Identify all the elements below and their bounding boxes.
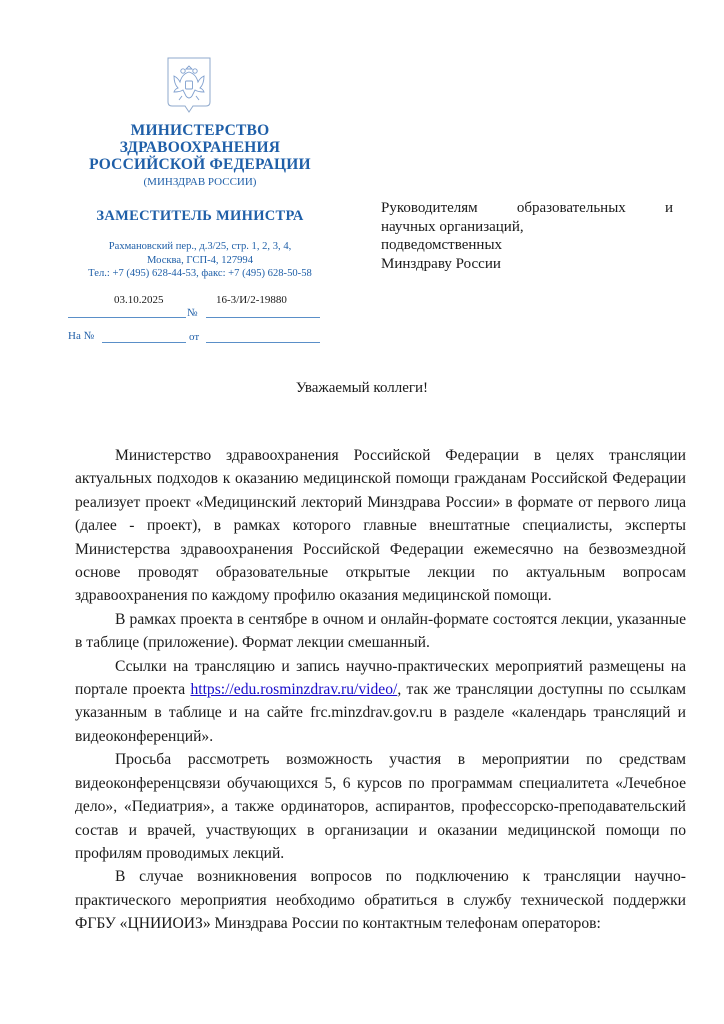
body-text: , так же трансляции доступны по ссылкам указанным в таблице и на сайте frc.minzdrav.gov.ru в разделе «календарь трансляций и видеоконференций». (75, 681, 686, 745)
ministry-name-line: РОССИЙСКОЙ ФЕДЕРАЦИИ (89, 156, 311, 173)
ministry-name-line: ЗДРАВООХРАНЕНИЯ (119, 139, 281, 156)
reply-to-underline (102, 342, 186, 343)
from-label: от (189, 331, 200, 343)
portal-link[interactable]: https://edu.rosminzdrav.ru/video/ (190, 681, 398, 699)
body-paragraph: В рамках проекта в сентябре в очном и онлайн-формате состоятся лекции, указанные в таблице (приложение). Формат лекции смешанный. (75, 610, 686, 652)
ministry-address (60, 240, 340, 281)
body-text: Ссылки на трансляцию и запись научно-практических мероприятий размещены на портале проекта (75, 657, 686, 699)
addressee (381, 199, 673, 273)
reply-to-label: На № (68, 330, 95, 342)
body-paragraph (75, 655, 686, 749)
greeting: Уважаемый коллеги! (295, 380, 429, 396)
number-underline (206, 317, 320, 318)
date-underline (68, 317, 186, 318)
number-label: № (187, 307, 198, 319)
body-paragraph: Просьба рассмотреть возможность участия в мероприятии по средствам видеоконференцсвязи обучающихся 5, 6 курсов по программам специалитета «Лечебное дело», «Педиатрия», а также ординаторов, аспирантов, профессорско-преподавательский состав и врачей, участвующих в организации и оказании медицинской помощи по профилям проводимых лекций. (75, 751, 686, 862)
addressee-word: Руководителям (381, 200, 478, 216)
body-paragraph: В случае возникновения вопросов по подключению к трансляции научно-практического мероприятия необходимо обратиться в службу технической поддержки ФГБУ «ЦНИИОИЗ» Минздрава России по контактным телефонам операторов: (75, 868, 686, 933)
contact-phones: Тел.: +7 (495) 628-44-53, факс: +7 (495) 628-50-58 (88, 268, 312, 279)
letter-body (75, 444, 686, 936)
addressee-line: подведомственных (381, 237, 503, 253)
ministry-name (60, 122, 340, 173)
ministry-short-name: (МИНЗДРАВ РОССИИ) (143, 176, 257, 188)
addressee-word: образовательных (516, 200, 626, 216)
letter-date: 03.10.2025 (114, 294, 164, 306)
ministry-name-line: МИНИСТЕРСТВО (130, 122, 270, 139)
address-line: Москва, ГСП-4, 127994 (146, 254, 254, 266)
body-paragraph: Министерство здравоохранения Российской Федерации в целях трансляции актуальных подходов к оказанию медицинской помощи гражданам Российской Федерации реализует проект «Медицинский лекторий Минздрава России» в формате от первого лица (далее - проект), в рамках которого главные внештатные специалисты, эксперты Министерства здравоохранения Российской Федерации ежемесячно на безвозмездной основе проводят образовательные открытые лекции по актуальным вопросам здравоохранения по каждому профилю оказания медицинской помощи. (75, 447, 686, 605)
russian-coat-of-arms-icon (166, 56, 212, 114)
letter-number: 16-3/И/2-19880 (216, 294, 287, 306)
addressee-line (381, 199, 673, 218)
addressee-line: научных организаций, (381, 218, 524, 235)
from-underline (206, 342, 320, 343)
address-line: Рахмановский пер., д.3/25, стр. 1, 2, 3, 4, (108, 241, 292, 252)
signatory-position: ЗАМЕСТИТЕЛЬ МИНИСТРА (96, 208, 304, 224)
addressee-word: и (664, 200, 673, 216)
addressee-line: Минздраву России (381, 255, 501, 272)
